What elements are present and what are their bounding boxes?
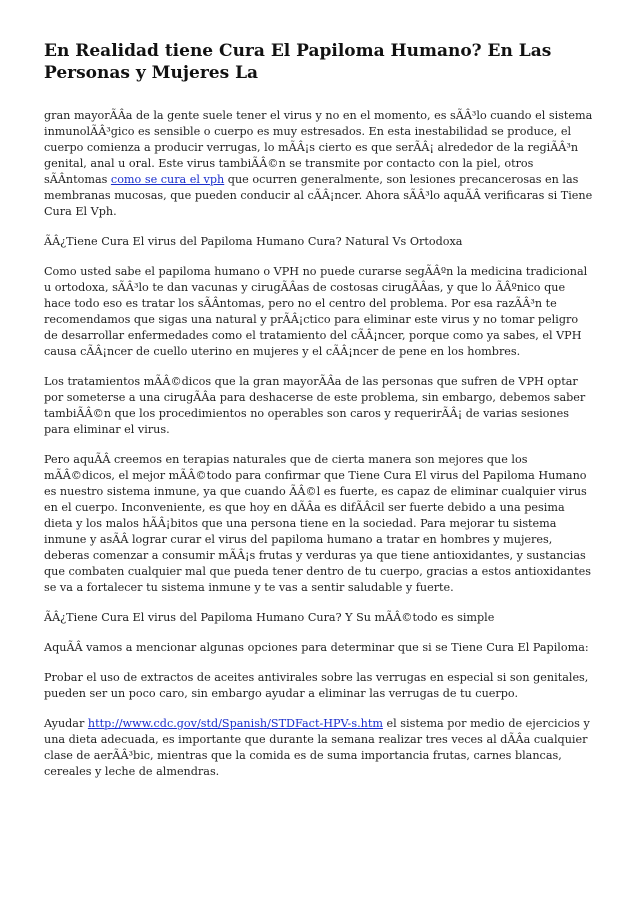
paragraph-ortodoxa: Como usted sabe el papiloma humano o VPH no puede curarse segÃÂºn la medicina tradicional u ortodoxa, sÃÂ³lo te dan vacunas y cirugÃÂas de costosas cirugÃÂas, y que lo ÃÂºnico que hace todo eso es tratar los sÃÂntomas, pero no el centro del problema. Por esa razÃÂ³n te recomendamos que sigas una natural y prÃÂ¡ctico para eliminar este virus y no tomar peligro de desarrollar enfermedades como el tratamiento del cÃÂ¡ncer, porque como ya sabes, el VPH causa cÃÂ¡ncer de cuello uterino en mujeres y el cÃÂ¡ncer de pene en los hombres. bbox=[44, 265, 588, 358]
paragraph-ayudar bbox=[44, 716, 594, 780]
page-title: En Realidad tiene Cura El Papiloma Humano? En Las Personas y Mujeres La bbox=[44, 41, 552, 83]
section-heading-metodo-simple: ÃÂ¿Tiene Cura El virus del Papiloma Humano Cura? Y Su mÃÂ©todo es simple bbox=[44, 611, 495, 624]
paragraph-text: gran mayorÃÂa de la gente suele tener el virus y no en el momento, es sÃÂ³lo cuando el sistema inmunolÃÂ³gico es sensible o cuerpo es muy estresados. En esta inestabilidad se produce, el cuerpo comienza a producir verrugas, lo mÃÂ¡s cierto es que serÃÂ¡ alrededor de la regiÃÂ³n genital, anal u oral. Este virus tambiÃÂ©n se transmite por contacto con la piel, otros sÃÂntomas bbox=[44, 109, 593, 186]
paragraph-opciones: AquÃÂ vamos a mencionar algunas opciones para determinar que si se Tiene Cura El Papiloma: bbox=[44, 641, 589, 654]
section-heading-natural-vs-ortodoxa: ÃÂ¿Tiene Cura El virus del Papiloma Humano Cura? Natural Vs Ortodoxa bbox=[44, 235, 463, 248]
link-como-se-cura-el-vph[interactable]: como se cura el vph bbox=[110, 173, 225, 186]
paragraph-text: el sistema por medio de ejercicios y una dieta adecuada, es importante que durante la semana realizar tres veces al dÃÂa cualquier clase de aerÃÂ³bic, mientras que la comida es de suma importancia frutas, carnes blancas, cereales y leche de almendras. bbox=[44, 717, 590, 778]
paragraph-tratamientos: Los tratamientos mÃÂ©dicos que la gran mayorÃÂa de las personas que sufren de VPH optar por someterse a una cirugÃÂa para deshacerse de este problema, sin embargo, debemos saber tambiÃÂ©n que los procedimientos no operables son caros y requerirÃÂ¡ de varias sesiones para eliminar el virus. bbox=[44, 375, 586, 436]
paragraph-aceites: Probar el uso de extractos de aceites antivirales sobre las verrugas en especial si son genitales, pueden ser un poco caro, sin embargo ayudar a eliminar las verrugas de tu cuerpo. bbox=[44, 671, 589, 700]
paragraph-text: Ayudar bbox=[44, 717, 88, 730]
paragraph-terapias-naturales: Pero aquÃÂ creemos en terapias naturales que de cierta manera son mejores que los mÃÂ©dicos, el mejor mÃÂ©todo para confirmar que Tiene Cura El virus del Papiloma Humano es nuestro sistema inmune, ya que cuando ÃÂ©l es fuerte, es capaz de eliminar cualquier virus en el cuerpo. Inconveniente, es que hoy en dÃÂa es difÃÂcil ser fuerte debido a una pesima dieta y los malos hÃÂ¡bitos que una persona tiene en la sociedad. Para mejorar tu sistema inmune y asÃÂ lograr curar el virus del papiloma humano a tratar en hombres y mujeres, deberas comenzar a consumir mÃÂ¡s frutas y verduras ya que tiene antioxidantes, y sustancias que combaten cualquier mal que pueda tener dentro de tu cuerpo, gracias a estos antioxidantes se va a fortalecer tu sistema inmune y te vas a sentir saludable y fuerte. bbox=[44, 453, 591, 594]
paragraph-text: que ocurren generalmente, son lesiones precancerosas en las membranas mucosas, que pueden conducir al cÃÂ¡ncer. Ahora sÃÂ³lo aquÃÂ verificaras si Tiene Cura El Vph. bbox=[44, 173, 593, 218]
link-cdc-hpv[interactable]: http://www.cdc.gov/std/Spanish/STDFact-HPV-s.htm bbox=[87, 717, 383, 730]
paragraph-intro bbox=[44, 108, 594, 220]
